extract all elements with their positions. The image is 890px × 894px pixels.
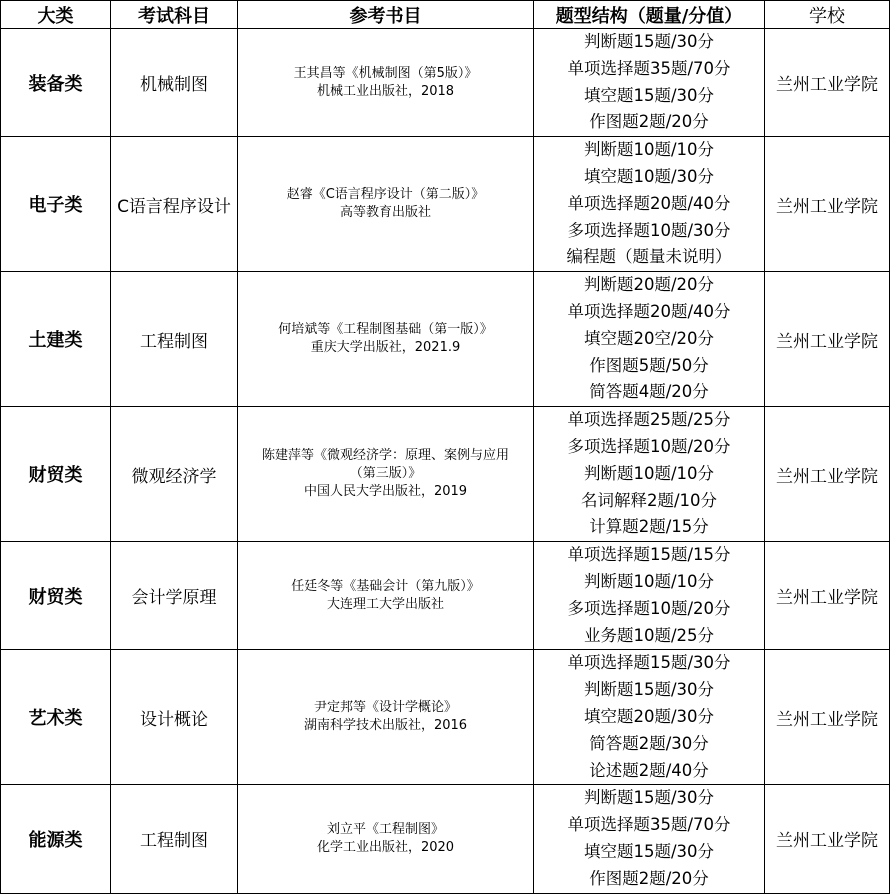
subject-cell: 工程制图 [111, 272, 238, 407]
type-line: 填空题15题/30分 [583, 85, 715, 105]
subject-cell: 工程制图 [111, 785, 238, 893]
types-cell [534, 272, 765, 407]
category-cell: 电子类 [1, 137, 111, 272]
type-line: 单项选择题35题/70分 [567, 815, 731, 835]
book-line: 重庆大学出版社，2021.9 [310, 340, 461, 356]
school-cell: 兰州工业学院 [765, 785, 890, 893]
header-school: 学校 [765, 1, 890, 29]
book-line: 赵睿《C语言程序设计（第二版）》 [286, 187, 485, 203]
book-line: 化学工业出版社，2020 [316, 839, 455, 855]
type-line: 编程题（题量未说明） [566, 247, 732, 267]
book-line: 湖南科学技术出版社，2016 [303, 718, 468, 734]
category-cell: 艺术类 [1, 650, 111, 785]
table-row [1, 137, 890, 272]
types-cell [534, 650, 765, 785]
type-line: 单项选择题25题/25分 [567, 410, 731, 430]
type-line: 判断题15题/30分 [583, 788, 715, 808]
subject-cell: 设计概论 [111, 650, 238, 785]
types-cell [534, 785, 765, 893]
category-cell: 土建类 [1, 272, 111, 407]
table-row [1, 29, 890, 137]
school-cell: 兰州工业学院 [765, 272, 890, 407]
subject-cell: 会计学原理 [111, 542, 238, 650]
book-line: 尹定邦等《设计学概论》 [313, 700, 457, 716]
type-line: 单项选择题20题/40分 [567, 193, 731, 213]
type-line: 简答题2题/30分 [589, 733, 709, 753]
category-cell: 财贸类 [1, 407, 111, 542]
type-line: 填空题20题/30分 [583, 706, 715, 726]
book-line: 任廷冬等《基础会计（第九版）》 [291, 578, 480, 594]
type-line: 多项选择题10题/20分 [567, 598, 731, 618]
type-line: 论述题2题/40分 [589, 760, 709, 780]
category-cell: 装备类 [1, 29, 111, 137]
type-line: 填空题20空/20分 [583, 328, 715, 348]
table-header [1, 1, 890, 29]
school-cell: 兰州工业学院 [765, 29, 890, 137]
type-line: 作图题2题/20分 [589, 112, 709, 132]
header-category: 大类 [1, 1, 111, 29]
header-row [1, 1, 890, 29]
types-cell [534, 542, 765, 650]
type-line: 填空题15题/30分 [583, 841, 715, 861]
type-line: 判断题10题/10分 [583, 571, 715, 591]
book-line: 大连理工大学出版社 [326, 596, 444, 612]
subject-cell: 微观经济学 [111, 407, 238, 542]
type-line: 简答题4题/20分 [589, 382, 709, 402]
book-line: 中国人民大学出版社，2019 [303, 484, 468, 500]
book-cell [238, 272, 534, 407]
book-line: 陈建萍等《微观经济学：原理、案例与应用 [261, 448, 509, 464]
type-line: 多项选择题10题/30分 [567, 220, 731, 240]
book-cell [238, 407, 534, 542]
type-line: 单项选择题20题/40分 [567, 301, 731, 321]
table-row [1, 785, 890, 893]
type-line: 业务题10题/25分 [583, 625, 715, 645]
header-subject: 考试科目 [111, 1, 238, 29]
type-line: 判断题10题/10分 [583, 140, 715, 160]
school-cell: 兰州工业学院 [765, 407, 890, 542]
type-line: 名词解释2题/10分 [580, 490, 718, 510]
type-line: 作图题2题/20分 [589, 868, 709, 888]
type-line: 判断题20题/20分 [583, 275, 715, 295]
table-row [1, 407, 890, 542]
types-cell [534, 407, 765, 542]
type-line: 作图题5题/50分 [589, 355, 709, 375]
school-cell: 兰州工业学院 [765, 542, 890, 650]
type-line: 计算题2题/15分 [589, 517, 709, 537]
table-body [1, 29, 890, 894]
school-cell: 兰州工业学院 [765, 137, 890, 272]
book-cell [238, 542, 534, 650]
book-cell [238, 785, 534, 893]
book-cell [238, 650, 534, 785]
types-cell [534, 29, 765, 137]
table-row [1, 272, 890, 407]
type-line: 判断题15题/30分 [583, 32, 715, 51]
book-line: （第三版）》 [349, 466, 422, 482]
book-line: 高等教育出版社 [339, 205, 431, 221]
book-line: 王其昌等《机械制图（第5版）》 [293, 65, 478, 81]
header-book: 参考书目 [238, 1, 534, 29]
table-row [1, 650, 890, 785]
types-cell [534, 137, 765, 272]
category-cell: 财贸类 [1, 542, 111, 650]
type-line: 单项选择题15题/30分 [567, 653, 731, 673]
subject-cell: C语言程序设计 [111, 137, 238, 272]
school-cell: 兰州工业学院 [765, 650, 890, 785]
type-line: 单项选择题15题/15分 [567, 545, 731, 565]
type-line: 单项选择题35题/70分 [567, 58, 731, 78]
header-types: 题型结构（题量/分值） [534, 1, 765, 29]
type-line: 多项选择题10题/20分 [567, 436, 731, 456]
category-cell: 能源类 [1, 785, 111, 893]
subject-cell: 机械制图 [111, 29, 238, 137]
type-line: 判断题10题/10分 [583, 463, 715, 483]
book-line: 何培斌等《工程制图基础（第一版）》 [278, 322, 493, 338]
book-line: 机械工业出版社，2018 [316, 83, 455, 99]
type-line: 判断题15题/30分 [583, 680, 715, 700]
table-row [1, 542, 890, 650]
book-line: 刘立平《工程制图》 [326, 821, 444, 837]
type-line: 填空题10题/30分 [583, 166, 715, 186]
book-cell [238, 137, 534, 272]
book-cell [238, 29, 534, 137]
